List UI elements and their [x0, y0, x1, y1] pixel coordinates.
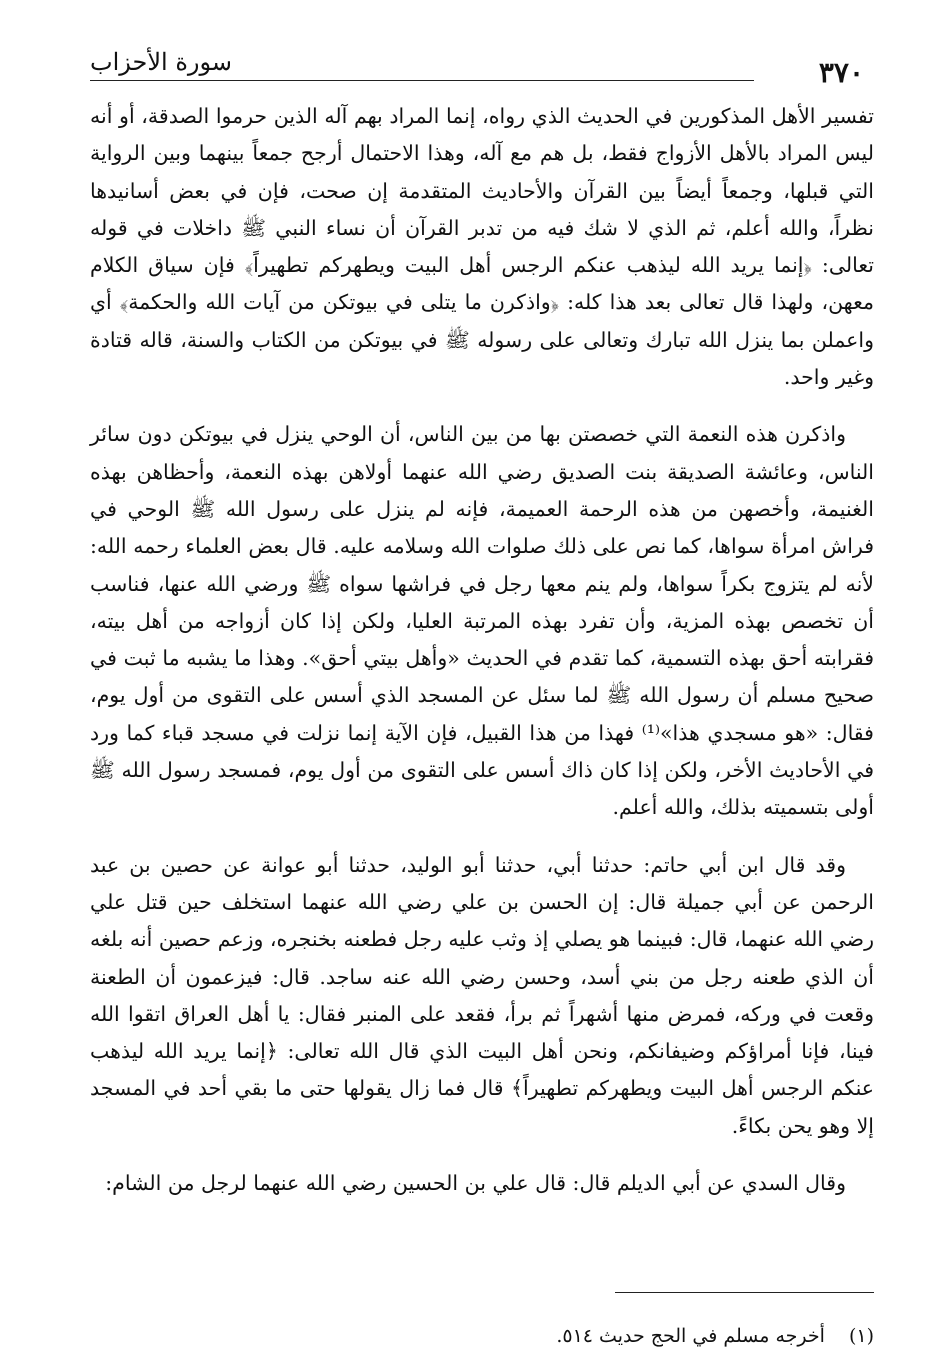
paragraph-4: وقال السدي عن أبي الديلم قال: قال علي بن الحسين رضي الله عنهما لرجل من الشام: — [105, 1171, 846, 1196]
footnote-text: أخرجه مسلم في الحج حديث ٥١٤. — [556, 1325, 825, 1347]
paragraph-3: وقد قال ابن أبي حاتم: حدثنا أبي، حدثنا أبو الوليد، حدثنا أبو عوانة عن حصين بن عبد الرحمن عن أبي جميلة قال: إن الحسن بن علي رضي الله عنهما استخلف حين قتل علي رضي الله عنهما، قال: فبينما هو يصلي إذ وثب عليه رجل فطعنه بخنجره، وزعم حصين أنه بلغه أن الذي طعنه رجل من بني أسد، وحسن رضي الله عنه ساجد. قال: فيزعمون أن الطعنة وقعت في وركه، فمرض منها أشهراً ثم برأ، فقعد على المنبر فقال: يا أهل العراق اتقوا الله فينا، فإنا أمراؤكم وضيفانكم، ونحن أهل البيت الذي قال الله تعالى: ﴿إنما يريد الله ليذهب عنكم الرجس أهل البيت ويطهركم تطهيراً﴾ قال فما زال يقولها حتى ما بقي أحد في المسجد إلا وهو يحن بكاءً. — [90, 852, 874, 1138]
surah-title: سورة الأحزاب — [90, 48, 232, 76]
page-number: ٣٧٠ — [818, 56, 864, 89]
page-header — [90, 40, 874, 90]
main-text — [90, 98, 874, 1202]
paragraph-1: تفسير الأهل المذكورين في الحديث الذي رواه، إنما المراد بهم آله الذين حرموا الصدقة، أو أنه ليس المراد بالأهل الأزواج فقط، بل هم مع آله، وهذا الاحتمال أرجح جمعاً بينهما وبين الرواية التي قبلها، وجمعاً أيضاً بين القرآن والأحاديث المتقدمة إن صحت، فإن في بعض أسانيدها نظراً، والله أعلم، ثم الذي لا شك فيه من تدبر القرآن أن نساء النبي ﷺ داخلات في قوله تعالى: ﴿إنما يريد الله ليذهب عنكم الرجس أهل البيت ويطهركم تطهيراً﴾ فإن سياق الكلام معهن، ولهذا قال تعالى بعد هذا كله: ﴿واذكرن ما يتلى في بيوتكن من آيات الله والحكمة﴾ أي واعملن بما ينزل الله تبارك وتعالى على رسوله ﷺ في بيوتكن من الكتاب والسنة، قاله قتادة وغير واحد. — [90, 104, 874, 390]
footnote-rule — [615, 1292, 874, 1293]
footnote — [90, 1322, 874, 1350]
footnote-marker: (١) — [848, 1325, 874, 1347]
header-rule — [90, 80, 754, 81]
paragraph-2: واذكرن هذه النعمة التي خصصتن بها من بين الناس، أن الوحي ينزل في بيوتكن دون سائر الناس، وعائشة الصديقة بنت الصديق رضي الله عنهما أولاهن بهذه النعمة، وأحظاهن بهذه الغنيمة، وأخصهن من هذه الرحمة العميمة، فإنه لم ينزل على رسول الله ﷺ الوحي في فراش امرأة سواها، كما نص على ذلك صلوات الله وسلامه عليه. قال بعض العلماء رحمه الله: لأنه لم يتزوج بكراً سواها، ولم ينم معها رجل في فراشها سواه ﷺ ورضي الله عنها، فناسب أن تخصص بهذه المزية، وأن تفرد بهذه المرتبة العليا، ولكن إذا كان أزواجه من أهل بيته، فقرابته أحق بهذه التسمية، كما تقدم في الحديث «وأهل بيتي أحق». وهذا ما يشبه ما ثبت في صحيح مسلم أن رسول الله ﷺ لما سئل عن المسجد الذي أسس على التقوى من أول يوم، فقال: «هو مسجدي هذا»⁽¹⁾ فهذا من هذا القبيل، فإن الآية إنما نزلت في مسجد قباء كما ورد في الأحاديث الأخر، ولكن إذا كان ذاك أسس على التقوى من أول يوم، فمسجد رسول الله ﷺ أولى بتسميته بذلك، والله أعلم. — [90, 422, 874, 820]
